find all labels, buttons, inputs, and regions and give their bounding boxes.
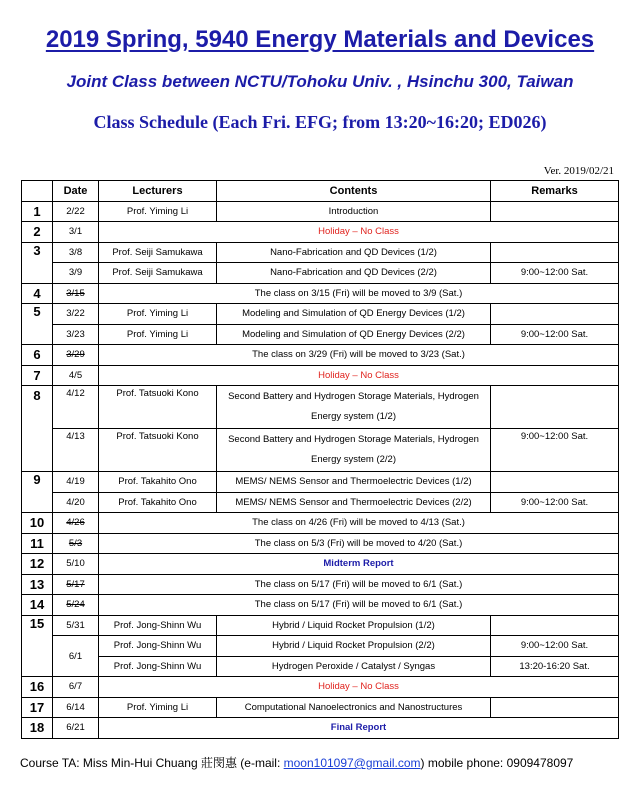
row-number: 4: [22, 283, 53, 304]
page-title: 2019 Spring, 5940 Energy Materials and Devices: [45, 26, 595, 53]
row-number: 10: [22, 513, 53, 534]
table-row: [22, 636, 619, 657]
row-number: 18: [22, 718, 53, 739]
row-remarks: [491, 472, 619, 493]
row-number: 13: [22, 574, 53, 595]
row-moved-note: The class on 4/26 (Fri) will be moved to 4/13 (Sat.): [99, 513, 619, 534]
row-number: 11: [22, 533, 53, 554]
row-lecturer: Prof. Seiji Samukawa: [99, 242, 217, 263]
row-remarks: 9:00~12:00 Sat.: [491, 492, 619, 513]
row-remarks: [491, 242, 619, 263]
row-remarks: [491, 386, 619, 429]
row-number: 3: [22, 242, 53, 283]
schedule-title: Class Schedule (Each Fri. EFG; from 13:20~16:20; ED026): [93, 112, 547, 132]
row-date: 3/22: [53, 304, 99, 325]
row-content: Nano-Fabrication and QD Devices (1/2): [217, 242, 491, 263]
row-date: 3/9: [53, 263, 99, 284]
row-lecturer: Prof. Takahito Ono: [99, 472, 217, 493]
row-number: 2: [22, 222, 53, 243]
row-holiday-note: Holiday – No Class: [99, 365, 619, 386]
version-label: Ver. 2019/02/21: [543, 165, 614, 177]
row-date: 5/24: [53, 595, 99, 616]
row-date: 3/15: [53, 283, 99, 304]
row-midterm-note: Midterm Report: [99, 554, 619, 575]
column-header-date: Date: [53, 181, 99, 202]
row-number: 7: [22, 365, 53, 386]
row-date: 3/8: [53, 242, 99, 263]
row-lecturer: Prof. Seiji Samukawa: [99, 263, 217, 284]
row-date: 3/23: [53, 324, 99, 345]
row-lecturer: Prof. Tatsuoki Kono: [99, 429, 217, 472]
table-row: [22, 365, 619, 386]
row-number: 16: [22, 677, 53, 698]
table-row: [22, 513, 619, 534]
row-date: 5/10: [53, 554, 99, 575]
row-number: 5: [22, 304, 53, 345]
row-remarks: 9:00~12:00 Sat.: [491, 263, 619, 284]
row-date: 6/7: [53, 677, 99, 698]
row-content: Hybrid / Liquid Rocket Propulsion (2/2): [217, 636, 491, 657]
table-row: [22, 324, 619, 345]
row-remarks: 9:00~12:00 Sat.: [491, 636, 619, 657]
row-lecturer: Prof. Yiming Li: [99, 201, 217, 222]
row-date: 5/17: [53, 574, 99, 595]
row-number: 1: [22, 201, 53, 222]
footer-suffix: ) mobile phone: 0909478097: [420, 756, 574, 770]
row-content: Second Battery and Hydrogen Storage Materials, Hydrogen Energy system (2/2): [217, 429, 491, 472]
row-number: 6: [22, 345, 53, 366]
row-content: Modeling and Simulation of QD Energy Devices (1/2): [217, 304, 491, 325]
table-row: [22, 263, 619, 284]
column-header-number: [22, 181, 53, 202]
schedule-table: [21, 180, 619, 739]
email-link[interactable]: moon101097@gmail.com: [283, 756, 421, 770]
row-remarks: 9:00~12:00 Sat.: [491, 324, 619, 345]
row-lecturer: Prof. Jong-Shinn Wu: [99, 656, 217, 677]
row-content: Hydrogen Peroxide / Catalyst / Syngas: [217, 656, 491, 677]
table-row: [22, 595, 619, 616]
row-date: 4/20: [53, 492, 99, 513]
table-row: [22, 615, 619, 636]
row-content: Hybrid / Liquid Rocket Propulsion (1/2): [217, 615, 491, 636]
table-row: [22, 345, 619, 366]
row-holiday-note: Holiday – No Class: [99, 222, 619, 243]
page-subtitle: Joint Class between NCTU/Tohoku Univ. , Hsinchu 300, Taiwan: [66, 72, 574, 91]
row-date: 4/13: [53, 429, 99, 472]
row-number: 15: [22, 615, 53, 677]
table-row: [22, 533, 619, 554]
column-header-remarks: Remarks: [491, 181, 619, 202]
row-date: 3/1: [53, 222, 99, 243]
row-date: 4/5: [53, 365, 99, 386]
row-lecturer: Prof. Jong-Shinn Wu: [99, 615, 217, 636]
row-moved-note: The class on 3/15 (Fri) will be moved to 3/9 (Sat.): [99, 283, 619, 304]
row-remarks: [491, 201, 619, 222]
row-lecturer: Prof. Takahito Ono: [99, 492, 217, 513]
row-moved-note: The class on 3/29 (Fri) will be moved to 3/23 (Sat.): [99, 345, 619, 366]
row-date: 6/21: [53, 718, 99, 739]
row-content: Computational Nanoelectronics and Nanostructures: [217, 697, 491, 718]
row-date: 4/19: [53, 472, 99, 493]
row-lecturer: Prof. Yiming Li: [99, 304, 217, 325]
row-number: 8: [22, 386, 53, 472]
row-remarks: 13:20-16:20 Sat.: [491, 656, 619, 677]
row-content: MEMS/ NEMS Sensor and Thermoelectric Devices (1/2): [217, 472, 491, 493]
table-row: [22, 718, 619, 739]
row-content: Introduction: [217, 201, 491, 222]
table-row: [22, 554, 619, 575]
row-date: 5/3: [53, 533, 99, 554]
table-header-row: [22, 181, 619, 202]
footer-contact: [20, 754, 573, 771]
row-number: 12: [22, 554, 53, 575]
table-row: [22, 472, 619, 493]
row-content: MEMS/ NEMS Sensor and Thermoelectric Devices (2/2): [217, 492, 491, 513]
row-lecturer: Prof. Yiming Li: [99, 324, 217, 345]
row-moved-note: The class on 5/17 (Fri) will be moved to 6/1 (Sat.): [99, 595, 619, 616]
table-row: [22, 574, 619, 595]
row-date: 3/29: [53, 345, 99, 366]
row-date: 2/22: [53, 201, 99, 222]
row-remarks: 9:00~12:00 Sat.: [491, 429, 619, 472]
row-remarks: [491, 697, 619, 718]
table-row: [22, 429, 619, 472]
row-date: 6/14: [53, 697, 99, 718]
row-content: Second Battery and Hydrogen Storage Materials, Hydrogen Energy system (1/2): [217, 386, 491, 429]
row-date: 4/12: [53, 386, 99, 429]
table-row: [22, 283, 619, 304]
row-content: Nano-Fabrication and QD Devices (2/2): [217, 263, 491, 284]
row-lecturer: Prof. Yiming Li: [99, 697, 217, 718]
table-row: [22, 656, 619, 677]
table-row: [22, 386, 619, 429]
table-row: [22, 304, 619, 325]
table-row: [22, 697, 619, 718]
row-remarks: [491, 615, 619, 636]
table-row: [22, 222, 619, 243]
row-date: 6/1: [53, 636, 99, 677]
row-moved-note: The class on 5/17 (Fri) will be moved to 6/1 (Sat.): [99, 574, 619, 595]
row-number: 9: [22, 472, 53, 513]
row-holiday-note: Holiday – No Class: [99, 677, 619, 698]
row-final-note: Final Report: [99, 718, 619, 739]
row-lecturer: Prof. Jong-Shinn Wu: [99, 636, 217, 657]
row-lecturer: Prof. Tatsuoki Kono: [99, 386, 217, 429]
row-number: 14: [22, 595, 53, 616]
row-moved-note: The class on 5/3 (Fri) will be moved to 4/20 (Sat.): [99, 533, 619, 554]
footer-prefix: Course TA: Miss Min-Hui Chuang 莊閔惠 (e-mail:: [20, 756, 284, 770]
table-row: [22, 677, 619, 698]
column-header-contents: Contents: [217, 181, 491, 202]
row-date: 5/31: [53, 615, 99, 636]
row-date: 4/26: [53, 513, 99, 534]
table-row: [22, 492, 619, 513]
column-header-lecturers: Lecturers: [99, 181, 217, 202]
row-content: Modeling and Simulation of QD Energy Devices (2/2): [217, 324, 491, 345]
table-row: [22, 201, 619, 222]
table-row: [22, 242, 619, 263]
row-remarks: [491, 304, 619, 325]
row-number: 17: [22, 697, 53, 718]
